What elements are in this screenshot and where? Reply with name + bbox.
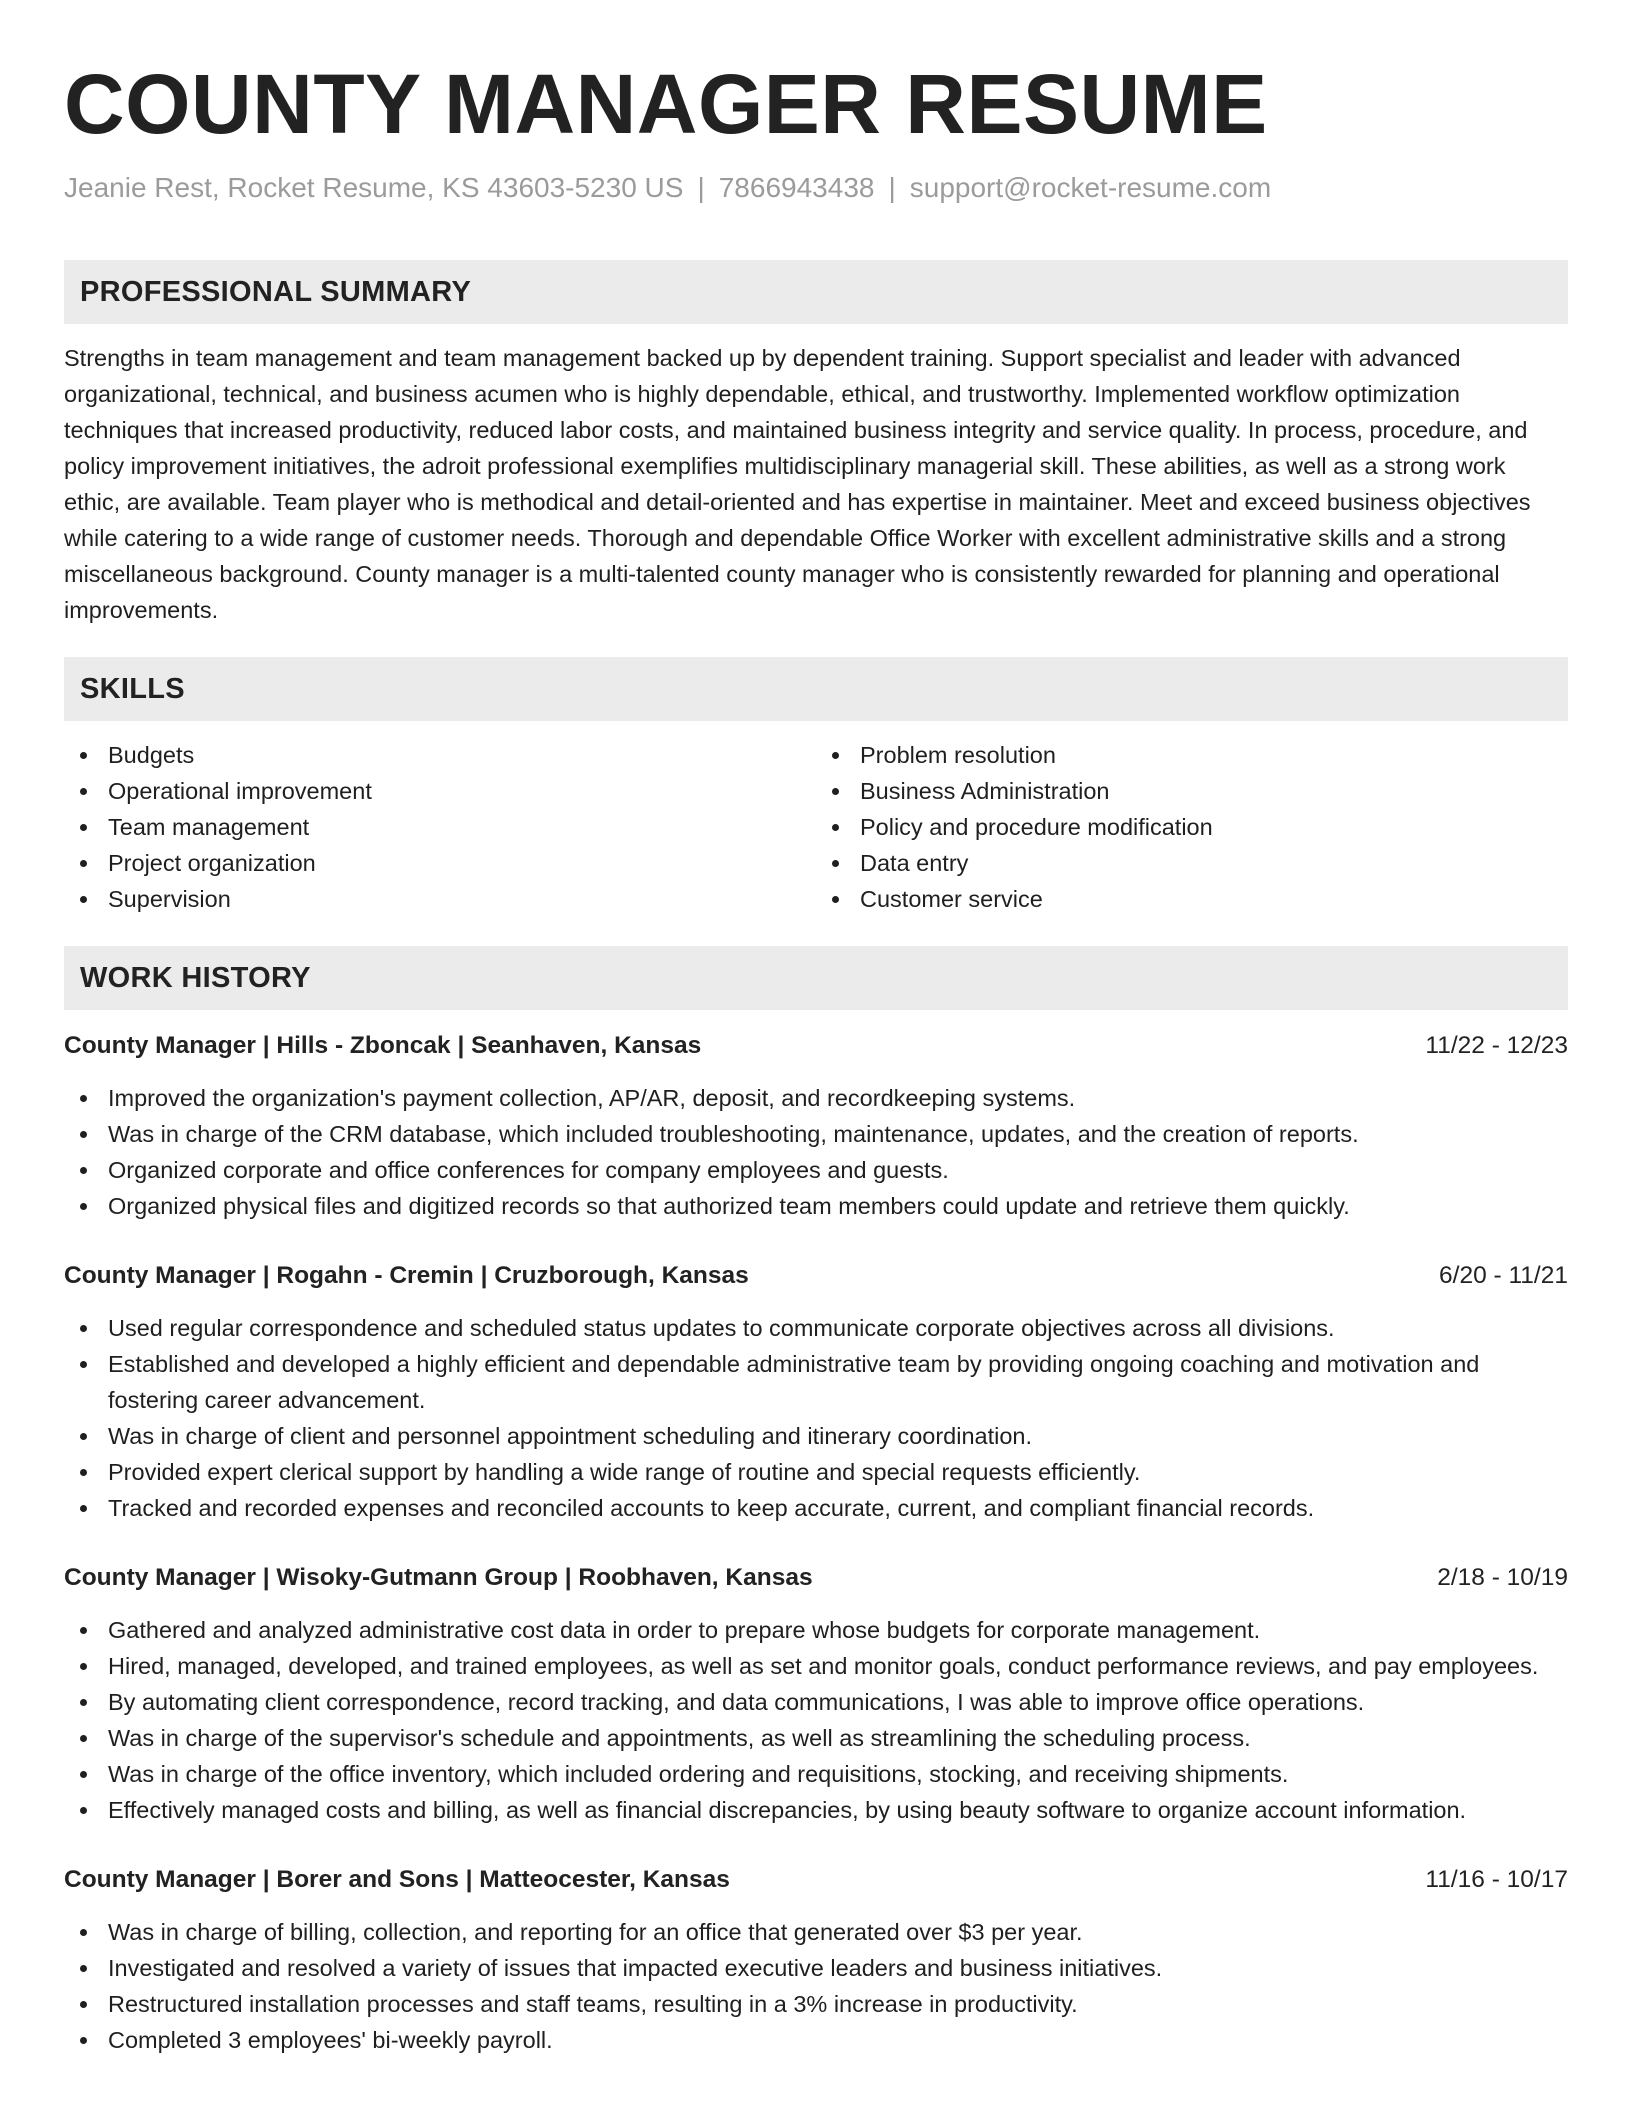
skill-item: Project organization [64, 845, 816, 881]
job-dates: 2/18 - 10/19 [1437, 1564, 1568, 1591]
job-bullet: Organized corporate and office conferences for company employees and guests. [64, 1152, 1568, 1188]
contact-separator: | [888, 172, 896, 203]
job-bullet: Tracked and recorded expenses and reconciled accounts to keep accurate, current, and compliant financial records. [64, 1490, 1568, 1526]
job-bullets [64, 1914, 1568, 2058]
job-bullet: Effectively managed costs and billing, as well as financial discrepancies, by using beauty software to organize account information. [64, 1792, 1568, 1828]
section-header-skills [64, 657, 1568, 721]
job-bullet: Hired, managed, developed, and trained employees, as well as set and monitor goals, conduct performance reviews, and pay employees. [64, 1648, 1568, 1684]
job-header [64, 1258, 1568, 1294]
contact-separator: | [697, 172, 705, 203]
skill-item: Budgets [64, 737, 816, 773]
skill-item: Team management [64, 809, 816, 845]
skill-item: Problem resolution [816, 737, 1568, 773]
job-bullet: Used regular correspondence and scheduled status updates to communicate corporate objectives across all divisions. [64, 1310, 1568, 1346]
skill-item: Business Administration [816, 773, 1568, 809]
skill-item: Customer service [816, 881, 1568, 917]
section-title: PROFESSIONAL SUMMARY [80, 275, 472, 308]
skill-item: Supervision [64, 881, 816, 917]
job-bullets [64, 1080, 1568, 1224]
section-title: WORK HISTORY [80, 961, 311, 994]
job-entry [64, 1258, 1568, 1526]
skills-grid [64, 737, 1568, 917]
job-bullet: Improved the organization's payment collection, AP/AR, deposit, and recordkeeping systems. [64, 1080, 1568, 1116]
job-entry [64, 1028, 1568, 1224]
job-bullet: Gathered and analyzed administrative cost data in order to prepare whose budgets for corporate management. [64, 1612, 1568, 1648]
job-entry [64, 1560, 1568, 1828]
section-title: SKILLS [80, 672, 185, 705]
work-history-list [64, 1028, 1568, 2058]
job-header [64, 1028, 1568, 1064]
job-bullet: Was in charge of the supervisor's schedule and appointments, as well as streamlining the scheduling process. [64, 1720, 1568, 1756]
section-header-work-history [64, 946, 1568, 1010]
job-title: County Manager | Hills - Zboncak | Seanhaven, Kansas [64, 1032, 702, 1059]
job-bullet: Investigated and resolved a variety of issues that impacted executive leaders and business initiatives. [64, 1950, 1568, 1986]
job-bullet: By automating client correspondence, record tracking, and data communications, I was able to improve office operations. [64, 1684, 1568, 1720]
section-header-summary [64, 260, 1568, 324]
job-dates: 6/20 - 11/21 [1439, 1262, 1568, 1289]
job-bullet: Completed 3 employees' bi-weekly payroll. [64, 2022, 1568, 2058]
job-bullets [64, 1310, 1568, 1526]
job-entry [64, 1862, 1568, 2058]
job-bullet: Provided expert clerical support by handling a wide range of routine and special requests efficiently. [64, 1454, 1568, 1490]
resume-title: COUNTY MANAGER RESUME [64, 57, 1268, 151]
skill-item: Operational improvement [64, 773, 816, 809]
job-title: County Manager | Rogahn - Cremin | Cruzborough, Kansas [64, 1262, 749, 1289]
job-bullet: Was in charge of billing, collection, and reporting for an office that generated over $3 per year. [64, 1914, 1568, 1950]
job-bullet: Restructured installation processes and staff teams, resulting in a 3% increase in productivity. [64, 1986, 1568, 2022]
job-title: County Manager | Wisoky-Gutmann Group | Roobhaven, Kansas [64, 1564, 813, 1591]
job-header [64, 1560, 1568, 1596]
job-bullet: Was in charge of the office inventory, which included ordering and requisitions, stocking, and receiving shipments. [64, 1756, 1568, 1792]
skill-item: Policy and procedure modification [816, 809, 1568, 845]
job-bullet: Established and developed a highly efficient and dependable administrative team by providing ongoing coaching and motivation and fostering career advancement. [64, 1346, 1568, 1418]
skills-column-right [816, 737, 1568, 917]
contact-line [64, 168, 1568, 208]
contact-address: Jeanie Rest, Rocket Resume, KS 43603-5230 US [64, 172, 684, 203]
contact-email: support@rocket-resume.com [909, 172, 1272, 203]
job-dates: 11/16 - 10/17 [1425, 1866, 1568, 1893]
job-header [64, 1862, 1568, 1898]
job-bullet: Was in charge of the CRM database, which included troubleshooting, maintenance, updates, and the creation of reports. [64, 1116, 1568, 1152]
skill-item: Data entry [816, 845, 1568, 881]
job-bullet: Was in charge of client and personnel appointment scheduling and itinerary coordination. [64, 1418, 1568, 1454]
contact-phone: 7866943438 [718, 172, 875, 203]
summary-text: Strengths in team management and team management backed up by dependent training. Support specialist and leader with advanced organizational, technical, and business acumen who is highly dependable, ethical, and trustworthy. Implemented workflow optimization techniques that increased productivity, reduced labor costs, and maintained business integrity and service quality. In process, procedure, and policy improvement initiatives, the adroit professional exemplifies multidisciplinary managerial skill. These abilities, as well as a strong work ethic, are available. Team player who is methodical and detail-oriented and has expertise in maintainer. Meet and exceed business objectives while catering to a wide range of customer needs. Thorough and dependable Office Worker with excellent administrative skills and a strong miscellaneous background. County manager is a multi-talented county manager who is consistently rewarded for planning and operational improvements. [64, 345, 1531, 623]
job-title: County Manager | Borer and Sons | Matteocester, Kansas [64, 1866, 730, 1893]
job-bullet: Organized physical files and digitized records so that authorized team members could update and retrieve them quickly. [64, 1188, 1568, 1224]
skills-column-left [64, 737, 816, 917]
job-bullets [64, 1612, 1568, 1828]
job-dates: 11/22 - 12/23 [1425, 1032, 1568, 1059]
